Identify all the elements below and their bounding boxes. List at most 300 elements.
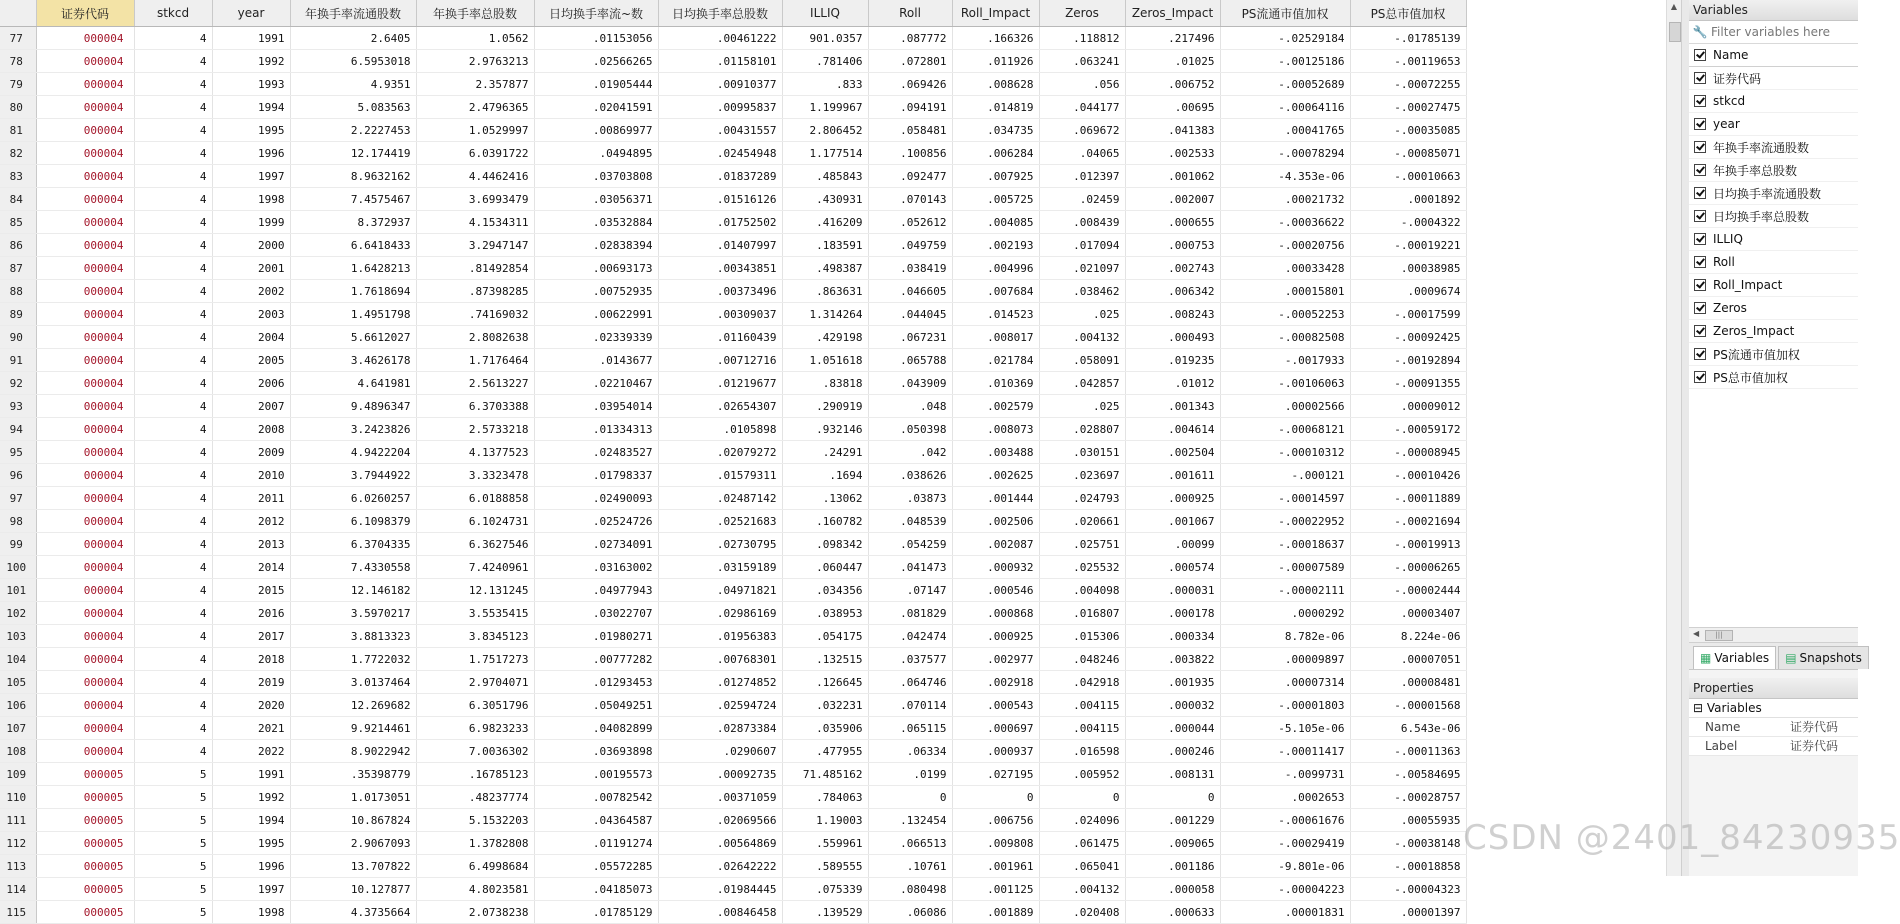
variable-filter[interactable] (1689, 21, 1858, 44)
table-cell[interactable]: 12.174419 (290, 142, 416, 165)
table-cell[interactable]: 5.6612027 (290, 326, 416, 349)
row-number-header[interactable] (0, 0, 36, 27)
table-cell[interactable]: -.02529184 (1220, 27, 1350, 50)
table-cell[interactable]: .183591 (782, 234, 868, 257)
table-cell[interactable]: .00015801 (1220, 280, 1350, 303)
table-cell[interactable]: 4.1534311 (416, 211, 534, 234)
table-cell[interactable]: .48237774 (416, 786, 534, 809)
table-row[interactable] (0, 901, 1466, 924)
table-cell[interactable]: 000005 (36, 901, 134, 924)
table-cell[interactable]: .02838394 (534, 234, 658, 257)
table-row[interactable] (0, 257, 1466, 280)
table-cell[interactable]: 000004 (36, 349, 134, 372)
table-cell[interactable]: 1.7176464 (416, 349, 534, 372)
row-number[interactable]: 93 (0, 395, 36, 418)
table-cell[interactable]: .02490093 (534, 487, 658, 510)
table-cell[interactable]: .00007051 (1350, 648, 1466, 671)
table-cell[interactable]: 2003 (212, 303, 290, 326)
table-cell[interactable]: .03159189 (658, 556, 782, 579)
table-cell[interactable]: .048539 (868, 510, 952, 533)
table-cell[interactable]: .008439 (1039, 211, 1125, 234)
table-cell[interactable]: .004132 (1039, 326, 1125, 349)
table-cell[interactable]: .0290607 (658, 740, 782, 763)
table-cell[interactable]: 6.5953018 (290, 50, 416, 73)
table-cell[interactable]: .00371059 (658, 786, 782, 809)
table-cell[interactable]: .00869977 (534, 119, 658, 142)
table-cell[interactable]: 4 (134, 418, 212, 441)
table-cell[interactable]: -.0004322 (1350, 211, 1466, 234)
table-cell[interactable]: .027195 (952, 763, 1039, 786)
table-cell[interactable]: .04971821 (658, 579, 782, 602)
row-number[interactable]: 91 (0, 349, 36, 372)
table-cell[interactable]: .025 (1039, 303, 1125, 326)
table-cell[interactable]: .01293453 (534, 671, 658, 694)
table-cell[interactable]: .166326 (952, 27, 1039, 50)
table-cell[interactable]: .217496 (1125, 27, 1220, 50)
row-number[interactable]: 110 (0, 786, 36, 809)
column-header[interactable]: 年换手率流通股数 (290, 0, 416, 27)
table-cell[interactable]: .02069566 (658, 809, 782, 832)
table-cell[interactable]: .00021732 (1220, 188, 1350, 211)
table-cell[interactable]: -.00004223 (1220, 878, 1350, 901)
table-cell[interactable]: .000925 (952, 625, 1039, 648)
table-cell[interactable]: 4 (134, 280, 212, 303)
table-cell[interactable]: .008628 (952, 73, 1039, 96)
table-cell[interactable]: .04082899 (534, 717, 658, 740)
table-row[interactable] (0, 487, 1466, 510)
table-cell[interactable]: 000005 (36, 878, 134, 901)
table-cell[interactable]: .932146 (782, 418, 868, 441)
table-cell[interactable]: 3.2423826 (290, 418, 416, 441)
table-cell[interactable]: 4 (134, 27, 212, 50)
table-row[interactable] (0, 602, 1466, 625)
table-cell[interactable]: .087772 (868, 27, 952, 50)
table-cell[interactable]: .000044 (1125, 717, 1220, 740)
table-cell[interactable]: 4 (134, 257, 212, 280)
table-cell[interactable]: .01956383 (658, 625, 782, 648)
table-cell[interactable]: .04977943 (534, 579, 658, 602)
table-cell[interactable]: 3.7944922 (290, 464, 416, 487)
table-cell[interactable]: 2018 (212, 648, 290, 671)
table-cell[interactable]: 2008 (212, 418, 290, 441)
filter-input[interactable]: Filter variables here (1711, 25, 1831, 39)
table-cell[interactable]: -.00584695 (1350, 763, 1466, 786)
property-row[interactable] (1689, 718, 1858, 737)
table-cell[interactable]: .02734091 (534, 533, 658, 556)
table-cell[interactable]: .00695 (1125, 96, 1220, 119)
variable-list-header[interactable] (1689, 44, 1858, 67)
table-cell[interactable]: 4.8023581 (416, 878, 534, 901)
table-cell[interactable]: 1.051618 (782, 349, 868, 372)
table-cell[interactable]: .03693898 (534, 740, 658, 763)
table-cell[interactable]: .021097 (1039, 257, 1125, 280)
table-cell[interactable]: 1991 (212, 763, 290, 786)
table-cell[interactable]: .000178 (1125, 602, 1220, 625)
table-cell[interactable]: 2022 (212, 740, 290, 763)
table-cell[interactable]: .008073 (952, 418, 1039, 441)
table-cell[interactable]: .048246 (1039, 648, 1125, 671)
table-cell[interactable]: 6.3051796 (416, 694, 534, 717)
table-cell[interactable]: .006342 (1125, 280, 1220, 303)
table-cell[interactable]: .016598 (1039, 740, 1125, 763)
table-cell[interactable]: .429198 (782, 326, 868, 349)
table-cell[interactable]: .000868 (952, 602, 1039, 625)
row-number[interactable]: 102 (0, 602, 36, 625)
table-cell[interactable]: 4 (134, 96, 212, 119)
table-cell[interactable]: 2000 (212, 234, 290, 257)
table-cell[interactable]: .00033428 (1220, 257, 1350, 280)
table-cell[interactable]: .00038985 (1350, 257, 1466, 280)
table-cell[interactable]: 1991 (212, 27, 290, 50)
column-header[interactable]: ILLIQ (782, 0, 868, 27)
table-cell[interactable]: -.00004323 (1350, 878, 1466, 901)
table-cell[interactable]: 6.3704335 (290, 533, 416, 556)
table-cell[interactable]: .01274852 (658, 671, 782, 694)
table-cell[interactable]: -.00106063 (1220, 372, 1350, 395)
table-cell[interactable]: 12.269682 (290, 694, 416, 717)
checkbox-icon[interactable] (1694, 371, 1706, 383)
table-cell[interactable]: .008243 (1125, 303, 1220, 326)
table-cell[interactable]: .000543 (952, 694, 1039, 717)
table-cell[interactable]: -.00036622 (1220, 211, 1350, 234)
table-cell[interactable]: -.00028757 (1350, 786, 1466, 809)
table-cell[interactable]: .001186 (1125, 855, 1220, 878)
table-cell[interactable]: 000005 (36, 809, 134, 832)
table-cell[interactable]: -.00052689 (1220, 73, 1350, 96)
table-cell[interactable]: .037577 (868, 648, 952, 671)
table-cell[interactable]: 000004 (36, 464, 134, 487)
table-cell[interactable]: 4 (134, 533, 212, 556)
table-cell[interactable]: .010369 (952, 372, 1039, 395)
row-number[interactable]: 89 (0, 303, 36, 326)
variable-item[interactable] (1689, 205, 1858, 228)
table-cell[interactable]: 000005 (36, 832, 134, 855)
table-cell[interactable]: .04364587 (534, 809, 658, 832)
table-cell[interactable]: .000493 (1125, 326, 1220, 349)
table-cell[interactable]: .052612 (868, 211, 952, 234)
variable-item[interactable] (1689, 67, 1858, 90)
table-cell[interactable]: .015306 (1039, 625, 1125, 648)
table-cell[interactable]: .03703808 (534, 165, 658, 188)
table-cell[interactable]: 6.6418433 (290, 234, 416, 257)
column-header[interactable]: 日均换手率总股数 (658, 0, 782, 27)
table-cell[interactable]: 4 (134, 602, 212, 625)
table-cell[interactable]: .002533 (1125, 142, 1220, 165)
table-cell[interactable]: -.00001568 (1350, 694, 1466, 717)
table-cell[interactable]: .004085 (952, 211, 1039, 234)
table-cell[interactable]: 3.6993479 (416, 188, 534, 211)
table-cell[interactable]: .070114 (868, 694, 952, 717)
table-cell[interactable]: .048 (868, 395, 952, 418)
table-cell[interactable]: 8.9022942 (290, 740, 416, 763)
row-number[interactable]: 111 (0, 809, 36, 832)
table-cell[interactable]: 0 (1039, 786, 1125, 809)
table-row[interactable] (0, 464, 1466, 487)
row-number[interactable]: 100 (0, 556, 36, 579)
table-cell[interactable]: 2004 (212, 326, 290, 349)
table-cell[interactable]: 5 (134, 786, 212, 809)
table-cell[interactable]: -.00008945 (1350, 441, 1466, 464)
table-cell[interactable]: -.0099731 (1220, 763, 1350, 786)
table-cell[interactable]: .043909 (868, 372, 952, 395)
table-cell[interactable]: .006752 (1125, 73, 1220, 96)
column-header[interactable]: stkcd (134, 0, 212, 27)
table-cell[interactable]: .002743 (1125, 257, 1220, 280)
table-cell[interactable]: 000005 (36, 786, 134, 809)
table-cell[interactable]: 3.8345123 (416, 625, 534, 648)
table-cell[interactable]: 4 (134, 740, 212, 763)
table-cell[interactable]: 000004 (36, 418, 134, 441)
table-cell[interactable]: 2016 (212, 602, 290, 625)
table-row[interactable] (0, 809, 1466, 832)
table-cell[interactable]: .000574 (1125, 556, 1220, 579)
table-cell[interactable]: .00092735 (658, 763, 782, 786)
table-cell[interactable]: .0199 (868, 763, 952, 786)
table-row[interactable] (0, 556, 1466, 579)
table-cell[interactable]: 1998 (212, 188, 290, 211)
table-cell[interactable]: -.00092425 (1350, 326, 1466, 349)
scroll-up-icon[interactable]: ▲ (1670, 2, 1678, 11)
table-cell[interactable]: .000937 (952, 740, 1039, 763)
table-cell[interactable]: .02339339 (534, 326, 658, 349)
table-row[interactable] (0, 349, 1466, 372)
column-header[interactable]: Zeros (1039, 0, 1125, 27)
table-row[interactable] (0, 878, 1466, 901)
table-cell[interactable]: 4 (134, 625, 212, 648)
table-cell[interactable]: 1.3782808 (416, 832, 534, 855)
table-cell[interactable]: .00693173 (534, 257, 658, 280)
table-cell[interactable]: .019235 (1125, 349, 1220, 372)
table-cell[interactable]: .00343851 (658, 257, 782, 280)
table-cell[interactable]: -.00085071 (1350, 142, 1466, 165)
table-cell[interactable]: -.00068121 (1220, 418, 1350, 441)
table-cell[interactable]: -.00022952 (1220, 510, 1350, 533)
table-cell[interactable]: .020408 (1039, 901, 1125, 924)
table-cell[interactable]: .094191 (868, 96, 952, 119)
table-cell[interactable]: .01025 (1125, 50, 1220, 73)
table-cell[interactable]: .0143677 (534, 349, 658, 372)
table-cell[interactable]: 4 (134, 326, 212, 349)
table-cell[interactable]: 1995 (212, 832, 290, 855)
table-cell[interactable]: 000005 (36, 855, 134, 878)
table-cell[interactable]: .046605 (868, 280, 952, 303)
table-cell[interactable]: 1.6428213 (290, 257, 416, 280)
table-cell[interactable]: .04185073 (534, 878, 658, 901)
table-cell[interactable]: .041383 (1125, 119, 1220, 142)
table-cell[interactable]: .81492854 (416, 257, 534, 280)
table-cell[interactable]: .126645 (782, 671, 868, 694)
table-cell[interactable]: .00001831 (1220, 901, 1350, 924)
table-cell[interactable]: .03532884 (534, 211, 658, 234)
table-cell[interactable]: .16785123 (416, 763, 534, 786)
variable-item[interactable] (1689, 136, 1858, 159)
column-header[interactable]: 年换手率总股数 (416, 0, 534, 27)
table-cell[interactable]: .014523 (952, 303, 1039, 326)
checkbox-icon[interactable] (1694, 164, 1706, 176)
table-cell[interactable]: .02642222 (658, 855, 782, 878)
table-row[interactable] (0, 73, 1466, 96)
table-row[interactable] (0, 50, 1466, 73)
table-cell[interactable]: 8.224e-06 (1350, 625, 1466, 648)
table-cell[interactable]: 4 (134, 441, 212, 464)
table-cell[interactable]: 4 (134, 717, 212, 740)
table-cell[interactable]: 1996 (212, 142, 290, 165)
table-cell[interactable]: 4 (134, 119, 212, 142)
table-cell[interactable]: 2.2227453 (290, 119, 416, 142)
table-cell[interactable]: 2.9763213 (416, 50, 534, 73)
table-cell[interactable]: -.00029419 (1220, 832, 1350, 855)
table-cell[interactable]: .0002653 (1220, 786, 1350, 809)
table-cell[interactable]: .008131 (1125, 763, 1220, 786)
table-cell[interactable]: .118812 (1039, 27, 1125, 50)
table-cell[interactable]: 5 (134, 809, 212, 832)
table-row[interactable] (0, 119, 1466, 142)
table-cell[interactable]: 1.0562 (416, 27, 534, 50)
table-cell[interactable]: .83818 (782, 372, 868, 395)
table-cell[interactable]: .04065 (1039, 142, 1125, 165)
table-row[interactable] (0, 533, 1466, 556)
table-cell[interactable]: .00009012 (1350, 395, 1466, 418)
row-number[interactable]: 78 (0, 50, 36, 73)
table-cell[interactable]: .01785129 (534, 901, 658, 924)
table-cell[interactable]: -.00011889 (1350, 487, 1466, 510)
table-cell[interactable]: 6.9823233 (416, 717, 534, 740)
table-row[interactable] (0, 165, 1466, 188)
table-cell[interactable]: 2021 (212, 717, 290, 740)
table-cell[interactable]: 2.4796365 (416, 96, 534, 119)
table-cell[interactable]: .416209 (782, 211, 868, 234)
table-cell[interactable]: .01752502 (658, 211, 782, 234)
table-cell[interactable]: 000004 (36, 73, 134, 96)
table-cell[interactable]: 000004 (36, 188, 134, 211)
table-cell[interactable]: .000633 (1125, 901, 1220, 924)
table-cell[interactable]: .002625 (952, 464, 1039, 487)
table-cell[interactable]: .74169032 (416, 303, 534, 326)
table-cell[interactable]: .00001397 (1350, 901, 1466, 924)
table-cell[interactable]: 000004 (36, 165, 134, 188)
table-cell[interactable]: 1.199967 (782, 96, 868, 119)
property-row[interactable] (1689, 737, 1858, 756)
table-cell[interactable]: .065041 (1039, 855, 1125, 878)
table-cell[interactable]: .132454 (868, 809, 952, 832)
row-number[interactable]: 103 (0, 625, 36, 648)
table-cell[interactable]: .002579 (952, 395, 1039, 418)
table-cell[interactable]: -5.105e-06 (1220, 717, 1350, 740)
table-cell[interactable]: 10.867824 (290, 809, 416, 832)
table-cell[interactable]: 1992 (212, 50, 290, 73)
table-cell[interactable]: .002087 (952, 533, 1039, 556)
table-cell[interactable]: 10.127877 (290, 878, 416, 901)
column-header[interactable]: 证券代码 (36, 0, 134, 27)
table-cell[interactable]: 000004 (36, 395, 134, 418)
table-cell[interactable]: .00846458 (658, 901, 782, 924)
table-row[interactable] (0, 855, 1466, 878)
table-cell[interactable]: .004614 (1125, 418, 1220, 441)
table-cell[interactable]: 4 (134, 73, 212, 96)
table-cell[interactable]: .00055935 (1350, 809, 1466, 832)
table-cell[interactable]: .01191274 (534, 832, 658, 855)
variable-item[interactable] (1689, 274, 1858, 297)
table-cell[interactable]: .02566265 (534, 50, 658, 73)
table-cell[interactable]: 4 (134, 579, 212, 602)
table-cell[interactable]: .002918 (952, 671, 1039, 694)
table-cell[interactable]: .0001892 (1350, 188, 1466, 211)
table-row[interactable] (0, 648, 1466, 671)
row-number[interactable]: 113 (0, 855, 36, 878)
table-cell[interactable]: 4.1377523 (416, 441, 534, 464)
table-cell[interactable]: .139529 (782, 901, 868, 924)
select-all-checkbox-icon[interactable] (1694, 49, 1706, 61)
table-cell[interactable]: 2.5613227 (416, 372, 534, 395)
table-cell[interactable]: .001067 (1125, 510, 1220, 533)
column-header[interactable]: PS总市值加权 (1350, 0, 1466, 27)
table-cell[interactable]: 0 (952, 786, 1039, 809)
row-number[interactable]: 81 (0, 119, 36, 142)
row-number[interactable]: 114 (0, 878, 36, 901)
variable-item[interactable] (1689, 159, 1858, 182)
checkbox-icon[interactable] (1694, 302, 1706, 314)
table-cell[interactable]: -.00021694 (1350, 510, 1466, 533)
table-cell[interactable]: .050398 (868, 418, 952, 441)
variable-item[interactable] (1689, 366, 1858, 389)
table-cell[interactable]: .07147 (868, 579, 952, 602)
table-cell[interactable]: .000655 (1125, 211, 1220, 234)
table-cell[interactable]: 4 (134, 556, 212, 579)
table-cell[interactable]: 6.1024731 (416, 510, 534, 533)
table-cell[interactable]: .00195573 (534, 763, 658, 786)
wrench-icon[interactable]: 🔧 (1692, 25, 1708, 39)
variable-item[interactable] (1689, 182, 1858, 205)
table-cell[interactable]: 1.0173051 (290, 786, 416, 809)
table-cell[interactable]: .038626 (868, 464, 952, 487)
table-cell[interactable]: -.0017933 (1220, 349, 1350, 372)
table-cell[interactable]: 2.357877 (416, 73, 534, 96)
variable-list[interactable] (1689, 67, 1858, 628)
table-row[interactable] (0, 579, 1466, 602)
table-cell[interactable]: -.000121 (1220, 464, 1350, 487)
table-cell[interactable]: .01579311 (658, 464, 782, 487)
table-cell[interactable]: 2006 (212, 372, 290, 395)
table-row[interactable] (0, 418, 1466, 441)
table-cell[interactable]: 3.8813323 (290, 625, 416, 648)
table-cell[interactable]: 1996 (212, 855, 290, 878)
table-cell[interactable]: -.00061676 (1220, 809, 1350, 832)
table-cell[interactable]: .067231 (868, 326, 952, 349)
table-row[interactable] (0, 326, 1466, 349)
column-header[interactable]: PS流通市值加权 (1220, 0, 1350, 27)
row-number[interactable]: 104 (0, 648, 36, 671)
table-cell[interactable]: .02041591 (534, 96, 658, 119)
table-cell[interactable]: .01219677 (658, 372, 782, 395)
row-number[interactable]: 79 (0, 73, 36, 96)
table-cell[interactable]: 000004 (36, 694, 134, 717)
table-cell[interactable]: .00782542 (534, 786, 658, 809)
table-cell[interactable]: .016807 (1039, 602, 1125, 625)
table-cell[interactable]: 1.4951798 (290, 303, 416, 326)
table-cell[interactable]: .020661 (1039, 510, 1125, 533)
table-cell[interactable]: -.01785139 (1350, 27, 1466, 50)
row-number[interactable]: 83 (0, 165, 36, 188)
table-cell[interactable]: 6.3627546 (416, 533, 534, 556)
table-cell[interactable]: 4 (134, 50, 212, 73)
table-cell[interactable]: 000004 (36, 303, 134, 326)
table-cell[interactable]: .054175 (782, 625, 868, 648)
table-cell[interactable]: 7.4330558 (290, 556, 416, 579)
row-number[interactable]: 107 (0, 717, 36, 740)
table-row[interactable] (0, 211, 1466, 234)
table-cell[interactable]: 5.1532203 (416, 809, 534, 832)
table-cell[interactable]: 4 (134, 510, 212, 533)
